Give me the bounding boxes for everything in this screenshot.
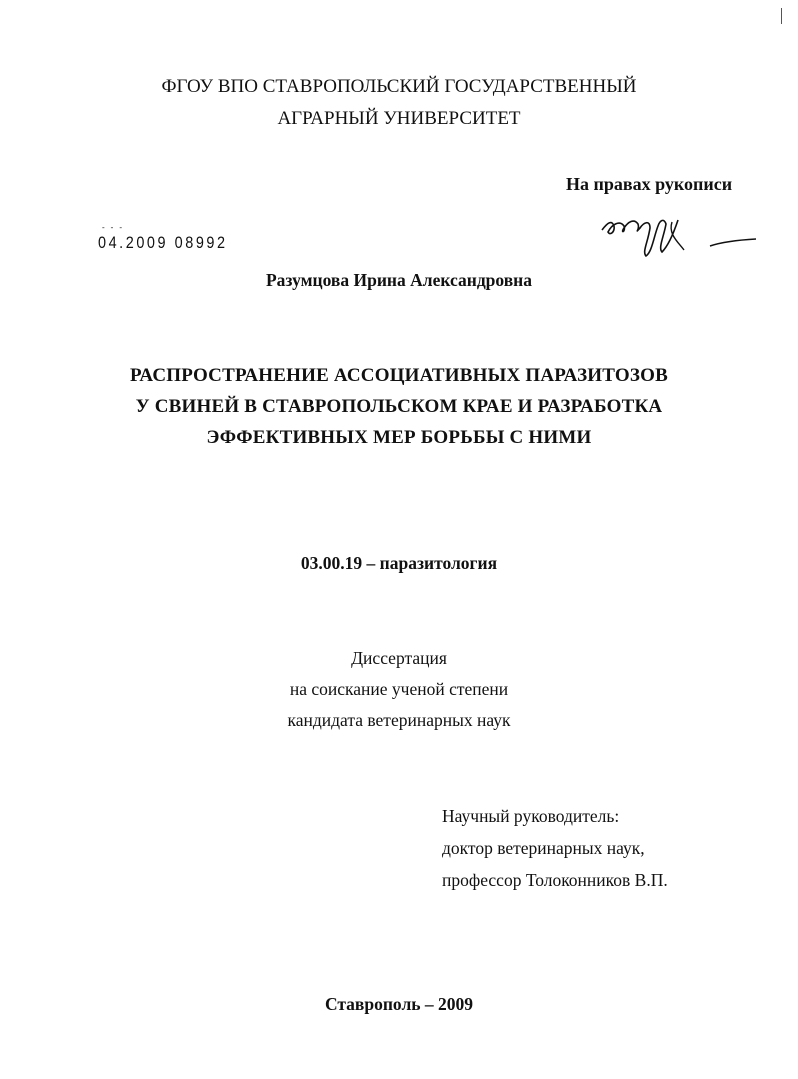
manuscript-rights: На правах рукописи [566,174,733,194]
author-name: Разумцова Ирина Александровна [265,270,533,290]
university-line-1: ФГОУ ВПО СТАВРОПОЛЬСКИЙ ГОСУДАРСТВЕННЫЙ [161,76,637,97]
degree-line-1: Диссертация [351,648,447,668]
degree-line-3: кандидата ветеринарных наук [287,710,511,730]
city-year: Ставрополь – 2009 [324,994,474,1014]
university-line-2: АГРАРНЫЙ УНИВЕРСИТЕТ [277,108,521,129]
thesis-title-line-2: У СВИНЕЙ В СТАВРОПОЛЬСКОМ КРАЕ И РАЗРАБОТКА [135,396,663,417]
degree-line-2: на соискание ученой степени [289,679,509,699]
specialty-code: 03.00.19 – паразитология [300,553,498,573]
supervisor-line-2: доктор ветеринарных наук, [442,838,645,858]
supervisor-line-3: профессор Толоконников В.П. [442,870,668,890]
supervisor-line-1: Научный руководитель: [442,806,620,826]
signature-image [598,212,763,269]
registration-dots: - - - [102,223,124,232]
registration-stamp: 04.2009 08992 [98,233,228,252]
thesis-title-line-1: РАСПРОСТРАНЕНИЕ АССОЦИАТИВНЫХ ПАРАЗИТОЗОВ [130,365,668,386]
thesis-title-line-3: ЭФФЕКТИВНЫХ МЕР БОРЬБЫ С НИМИ [206,427,592,448]
margin-mark [781,8,782,24]
